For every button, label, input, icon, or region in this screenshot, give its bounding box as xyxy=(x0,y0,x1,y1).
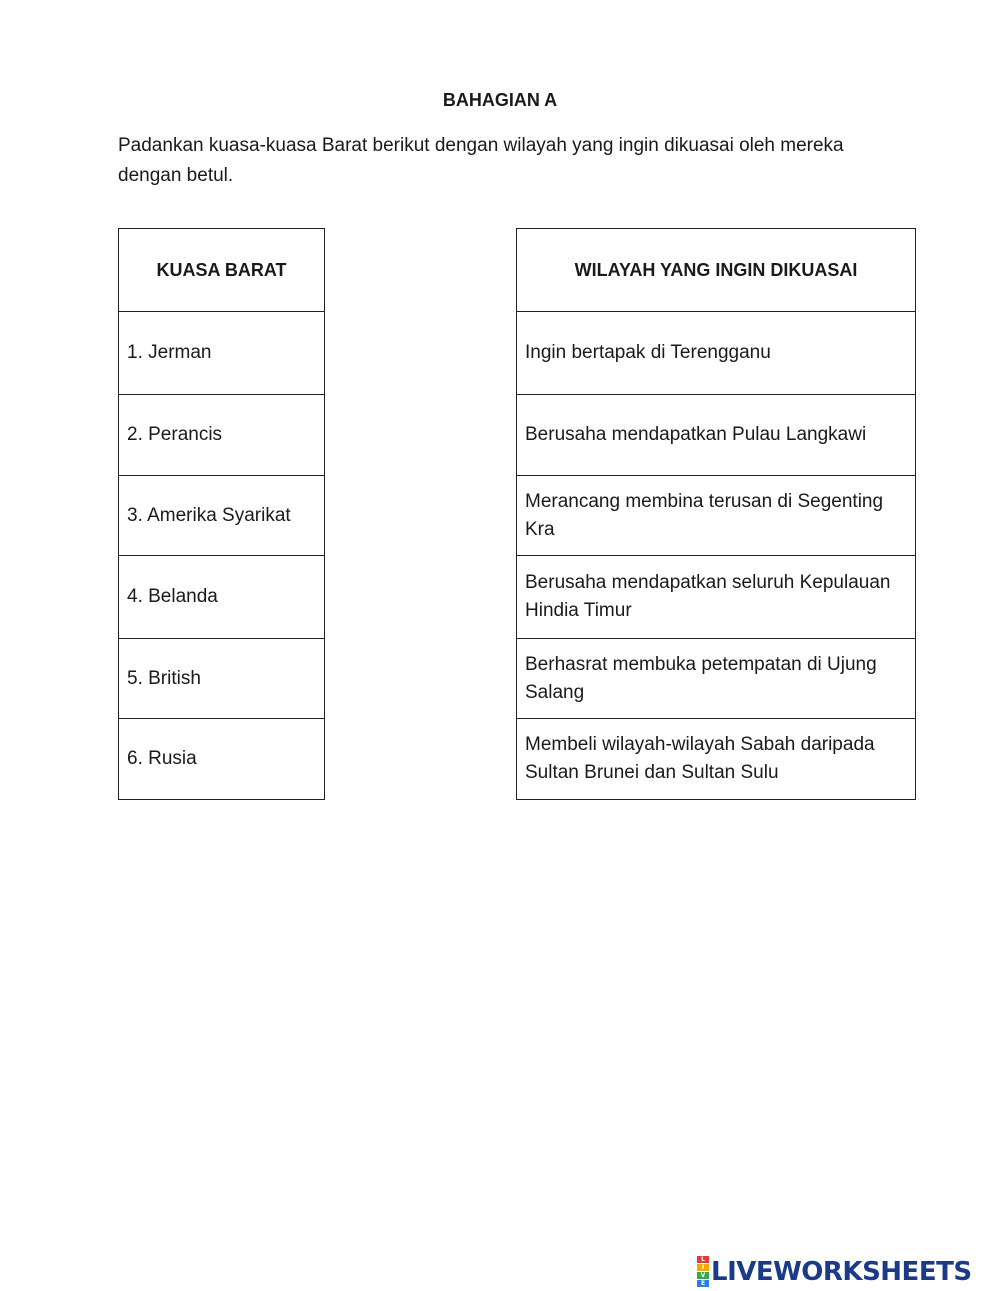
wilayah-item: Berusaha mendapatkan seluruh Kepulauan Hindia Timur xyxy=(517,556,916,639)
wilayah-item: Berusaha mendapatkan Pulau Langkawi xyxy=(517,395,916,476)
kuasa-barat-item: 1. Jerman xyxy=(119,312,325,395)
logo-block-i: I xyxy=(697,1264,709,1271)
kuasa-barat-item: 3. Amerika Syarikat xyxy=(119,476,325,556)
section-title: BAHAGIAN A xyxy=(442,90,558,110)
wilayah-item: Membeli wilayah-wilayah Sabah daripada Sultan Brunei dan Sultan Sulu xyxy=(517,719,916,800)
wilayah-item: Ingin bertapak di Terengganu xyxy=(517,312,916,395)
logo-block-e: E xyxy=(697,1280,709,1287)
liveworksheets-logo xyxy=(697,1256,972,1287)
kuasa-barat-item: 4. Belanda xyxy=(119,556,325,639)
kuasa-barat-item: 2. Perancis xyxy=(119,395,325,476)
wilayah-item: Merancang membina terusan di Segenting Kra xyxy=(517,476,916,556)
wilayah-item: Berhasrat membuka petempatan di Ujung Salang xyxy=(517,639,916,719)
kuasa-barat-table xyxy=(118,228,325,800)
logo-block-l: L xyxy=(697,1256,709,1263)
kuasa-barat-item: 5. British xyxy=(119,639,325,719)
logo-text: LIVEWORKSHEETS xyxy=(711,1256,972,1287)
wilayah-table xyxy=(516,228,916,800)
logo-block-v: V xyxy=(697,1272,709,1279)
kuasa-barat-item: 6. Rusia xyxy=(119,719,325,800)
logo-icon xyxy=(697,1256,709,1287)
kuasa-barat-header: KUASA BARAT xyxy=(119,229,325,312)
instructions-text: Padankan kuasa-kuasa Barat berikut dengan wilayah yang ingin dikuasai oleh mereka dengan betul. xyxy=(118,135,844,186)
wilayah-header: WILAYAH YANG INGIN DIKUASAI xyxy=(517,229,916,312)
